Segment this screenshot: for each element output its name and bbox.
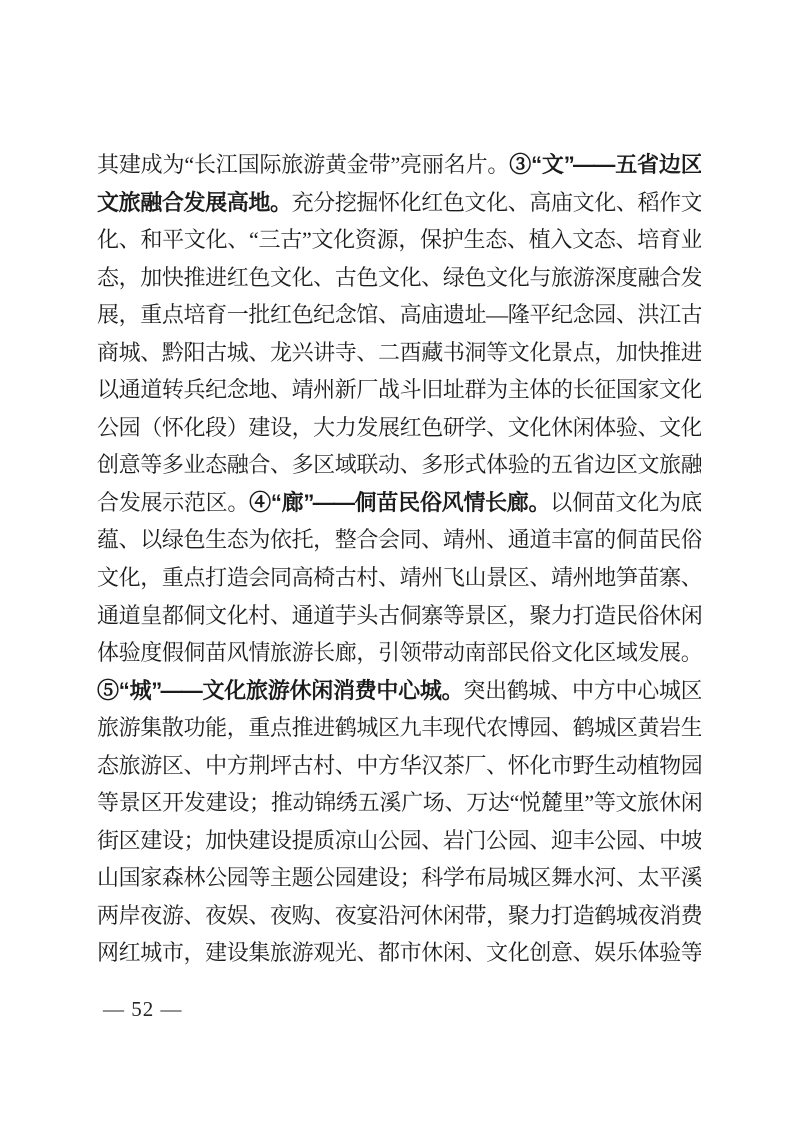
text-line xyxy=(97,296,701,334)
text-segment: 两岸夜游、夜娱、夜购、夜宴沿河休闲带，聚力打造鹤城夜消费 xyxy=(97,902,701,928)
page-number: — 52 — xyxy=(103,997,183,1021)
text-segment: 网红城市，建设集旅游观光、都市休闲、文化创意、娱乐体验等 xyxy=(97,940,701,966)
text-segment: 其建成为“长江国际旅游黄金带”亮丽名片。 xyxy=(97,152,510,177)
text-segment: 化、和平文化、“三古”文化资源，保护生态、植入文态、培育业 xyxy=(97,227,701,253)
heading-segment: 文旅融合发展高地。 xyxy=(97,189,292,215)
text-line xyxy=(97,184,701,222)
text-segment: 以通道转兵纪念地、靖州新厂战斗旧址群为主体的长征国家文化 xyxy=(97,377,701,403)
text-segment: 旅游集散功能，重点推进鹤城区九丰现代农博园、鹤城区黄岩生 xyxy=(97,715,701,741)
body-text xyxy=(97,146,701,972)
text-line xyxy=(97,484,701,522)
text-segment: 充分挖掘怀化红色文化、高庙文化、稻作文 xyxy=(291,189,701,215)
heading-segment: ③“文”——五省边区 xyxy=(509,152,701,177)
text-segment: 商城、黔阳古城、龙兴讲寺、二酉藏书洞等文化景点，加快推进 xyxy=(97,339,701,365)
text-line xyxy=(97,747,701,785)
text-segment: 突出鹤城、中方中心城区 xyxy=(463,677,701,703)
text-segment: 公园（怀化段）建设，大力发展红色研学、文化休闲体验、文化 xyxy=(97,414,701,440)
text-line xyxy=(97,446,701,484)
text-segment: 态旅游区、中方荆坪古村、中方华汉茶厂、怀化市野生动植物园 xyxy=(97,752,701,778)
text-segment: 蕴、以绿色生态为依托，整合会同、靖州、通道丰富的侗苗民俗 xyxy=(97,527,701,553)
text-line xyxy=(97,859,701,897)
text-segment: 展，重点培育一批红色纪念馆、高庙遗址—隆平纪念园、洪江古 xyxy=(97,302,701,328)
heading-segment: ④“廊”——侗苗民俗风情长廊。 xyxy=(249,489,551,515)
text-line xyxy=(97,634,701,672)
text-line xyxy=(97,897,701,935)
page-footer xyxy=(103,997,183,1022)
text-line xyxy=(97,371,701,409)
text-segment: 体验度假侗苗风情旅游长廊，引领带动南部民俗文化区域发展。 xyxy=(97,640,701,666)
text-line xyxy=(97,146,701,184)
text-segment: 文化，重点打造会同高椅古村、靖州飞山景区、靖州地笋苗寨、 xyxy=(97,565,701,591)
text-line xyxy=(97,334,701,372)
text-line xyxy=(97,409,701,447)
text-line xyxy=(97,784,701,822)
text-line xyxy=(97,709,701,747)
text-line xyxy=(97,822,701,860)
text-segment: 以侗苗文化为底 xyxy=(550,489,701,515)
text-segment: 态，加快推进红色文化、古色文化、绿色文化与旅游深度融合发 xyxy=(97,264,701,290)
text-line xyxy=(97,672,701,710)
text-segment: 等景区开发建设；推动锦绣五溪广场、万达“悦麓里”等文旅休闲 xyxy=(97,790,701,816)
text-line xyxy=(97,559,701,597)
text-segment: 街区建设；加快建设提质凉山公园、岩门公园、迎丰公园、中坡 xyxy=(97,827,701,853)
text-segment: 通道皇都侗文化村、通道芋头古侗寨等景区，聚力打造民俗休闲 xyxy=(97,602,701,628)
text-line xyxy=(97,934,701,972)
text-line xyxy=(97,221,701,259)
text-segment: 山国家森林公园等主题公园建设；科学布局城区舞水河、太平溪 xyxy=(97,865,701,891)
text-line xyxy=(97,597,701,635)
text-line xyxy=(97,521,701,559)
text-line xyxy=(97,259,701,297)
text-segment: 合发展示范区。 xyxy=(97,489,250,515)
text-segment: 创意等多业态融合、多区域联动、多形式体验的五省边区文旅融 xyxy=(97,452,701,478)
heading-segment: ⑤“城”——文化旅游休闲消费中心城。 xyxy=(97,677,464,703)
